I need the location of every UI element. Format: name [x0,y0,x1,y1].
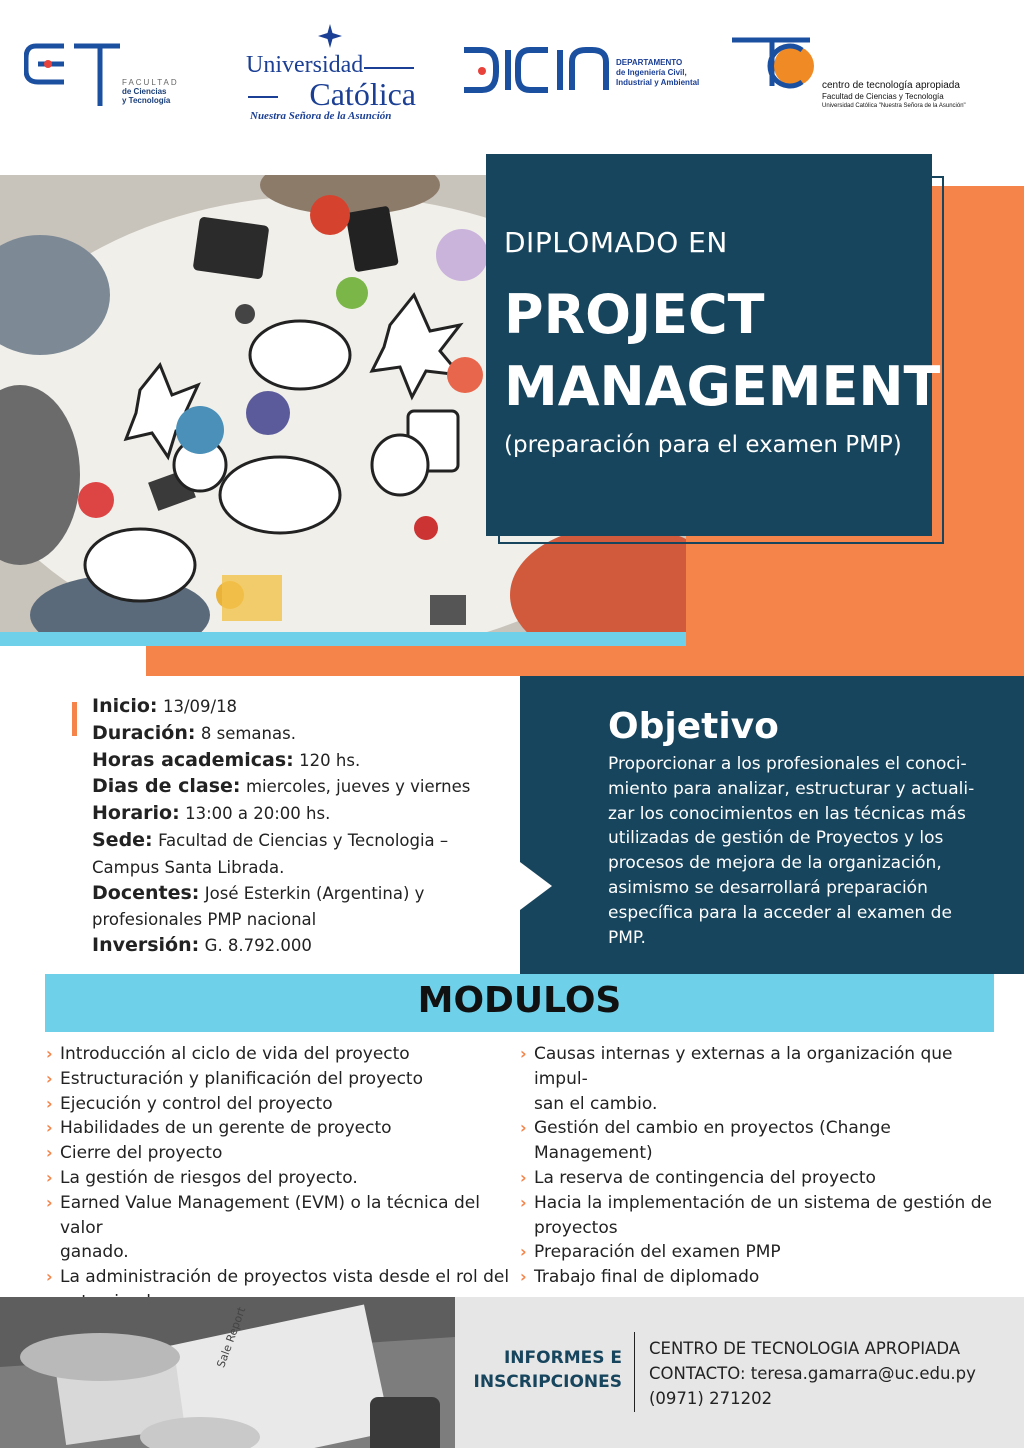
uc-line-2: Católica [309,76,416,112]
uc-line-1: Universidad [246,52,364,78]
footer-org: CENTRO DE TECNOLOGIA APROPIADA [649,1339,961,1358]
chevron-right-icon: › [46,1044,53,1063]
chevron-right-icon: › [520,1267,527,1287]
objective-line: Proporcionar a los profesionales el conoci- [608,754,967,774]
uc-rule-1 [364,67,414,69]
footer-label-2: INSCRIPCIONES [473,1372,622,1392]
detail-horario: Horario: 13:00 a 20:00 hs. [92,802,331,825]
chevron-right-icon: › [520,1044,527,1063]
footer-label-1: INFORMES E [503,1348,622,1368]
detail-docentes-cont: profesionales PMP nacional [92,910,317,930]
detail-inversion: Inversión: G. 8.792.000 [92,934,312,957]
chevron-right-icon: › [46,1192,53,1212]
dicin-caption-1: DEPARTAMENTO [616,58,683,67]
star-icon [318,24,342,48]
uc-logo [246,24,416,128]
chevron-right-icon: › [520,1167,527,1187]
dicin-caption-2: de Ingeniería Civil, [616,68,687,77]
objective-line: utilizadas de gestión de Proyectos y los [608,828,944,849]
objective-line: PMP. [608,927,646,948]
module-item: › La administración de proyectos vista desde el rol del [46,1265,516,1315]
chevron-right-icon: › [46,1068,53,1088]
info-accent-bar [72,702,77,736]
objective-line: miento para analizar, estructurar y actuali- [608,778,975,799]
dicin-wordmark [460,46,612,96]
footer-divider [634,1332,635,1412]
module-item: › Habilidades de un gerente de proyecto [46,1116,516,1141]
chevron-right-icon: › [46,1143,53,1163]
detail-duracion: Duración: 8 semanas. [92,721,296,744]
objective-line: procesos de mejora de la organización, [608,853,942,874]
cta-line-2: Facultad de Ciencias y Tecnología [822,92,944,101]
objective-line: zar los conocimientos en las técnicas más [608,803,966,824]
objective-text [608,752,988,950]
report-caption: Sale Report [214,1305,249,1370]
objective-line: específica para la acceder al examen de [608,902,952,923]
module-item: › La gestión de riesgos del proyecto. [46,1166,516,1191]
report-desk-illustration [0,1297,455,1448]
module-item: › Earned Value Management (EVM) o la técnica del valor ganado. [46,1192,480,1263]
objective-title: Objetivo [608,706,779,747]
objective-arrow [520,862,552,910]
chevron-right-icon: › [46,1093,53,1113]
title-line-2: MANAGEMENT [504,355,941,418]
module-item: › Cierre del proyecto [46,1141,516,1166]
course-details [92,694,512,960]
fct-logo [24,40,214,110]
fct-caption-1: FACULTAD [122,78,179,87]
module-item: › Ejecución y control del proyecto [46,1092,516,1117]
objective-line: asimismo se desarrollará preparación [608,877,928,898]
detail-dias: Dias de clase: miercoles, jueves y viernes [92,775,471,798]
detail-sede-cont: Campus Santa Librada. [92,857,285,877]
detail-inicio: Inicio: 13/09/18 [92,695,238,717]
title-line-1: PROJECT [504,283,765,346]
footer-photo [0,1297,455,1448]
title-note: (preparación para el examen PMP) [504,432,902,458]
photo-accent-strip [0,632,686,646]
cta-logo-mark [732,36,822,96]
chevron-right-icon: › [46,1267,53,1287]
footer-contact-info [649,1336,976,1411]
modules-title: MODULOS [417,980,622,1021]
modules-left-list [46,1042,516,1315]
cta-line-3: Universidad Católica "Nuestra Señora de la Asunción" [822,103,966,109]
module-item: › Trabajo final de diplomado [520,1265,1010,1290]
module-item: › Hacia la implementación de un sistema de gestión de proyectos [520,1192,992,1238]
module-item: › Causas internas y externas a la organización que impul- san el cambio. [520,1044,953,1114]
chevron-right-icon: › [520,1242,527,1262]
detail-horas: Horas academicas: 120 hs. [92,748,361,771]
fct-caption-3: y Tecnología [122,96,171,105]
footer-phone[interactable]: (0971) 271202 [649,1389,773,1408]
detail-sede: Sede: Facultad de Ciencias y Tecnologia – [92,828,449,851]
chevron-right-icon: › [46,1118,53,1138]
dicin-logo [460,46,720,106]
dicin-caption-3: Industrial y Ambiental [616,78,700,87]
module-item: › La reserva de contingencia del proyecto [520,1166,1010,1191]
fct-logo-mark [24,40,120,110]
fct-caption-2: de Ciencias [122,87,167,96]
uc-line-3: Nuestra Señora de la Asunción [250,110,392,122]
detail-docentes: Docentes: José Esterkin (Argentina) y [92,881,425,904]
chevron-right-icon: › [520,1118,527,1138]
footer-email[interactable]: CONTACTO: teresa.gamarra@uc.edu.py [649,1364,976,1383]
modules-right-list [520,1042,1010,1290]
chevron-right-icon: › [46,1167,53,1187]
cta-logo [732,36,992,116]
module-item: › Introducción al ciclo de vida del proyecto [46,1042,516,1067]
module-item: › Gestión del cambio en proyectos (Change Management) [520,1118,891,1164]
module-item: › Preparación del examen PMP [520,1240,1010,1265]
module-item: › Estructuración y planificación del proyecto [46,1067,516,1092]
chevron-right-icon: › [520,1192,527,1212]
footer-label [470,1346,622,1394]
cta-line-1: centro de tecnología apropiada [822,80,960,91]
diploma-subtitle: DIPLOMADO EN [504,226,728,259]
